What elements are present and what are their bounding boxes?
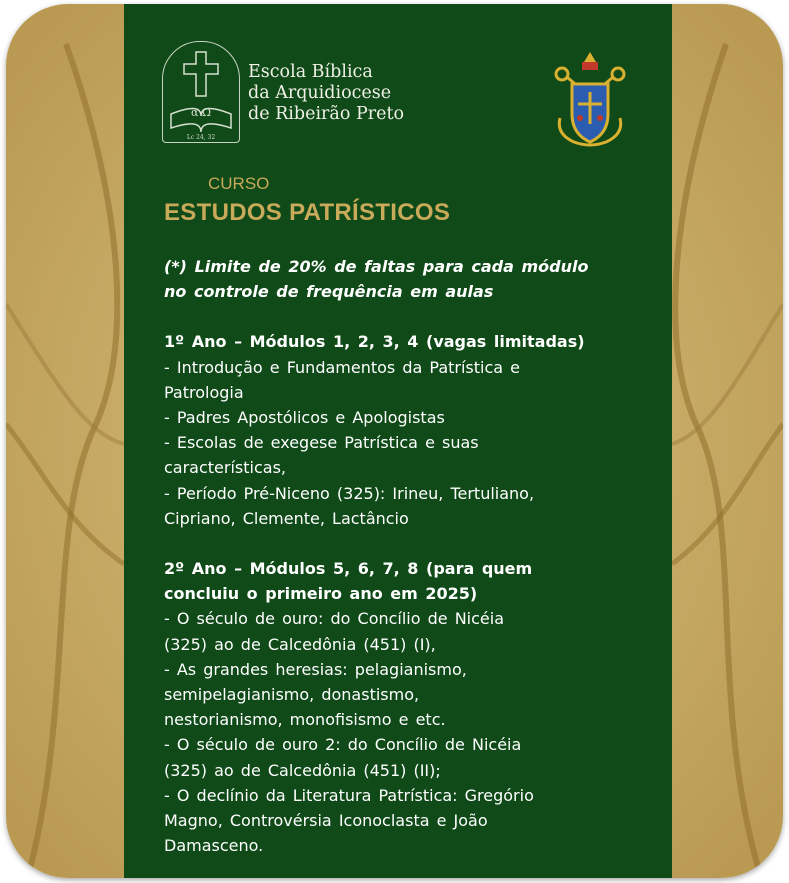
year-2-line: - O século de ouro 2: do Concílio de Nicéia xyxy=(164,735,522,755)
year-2-section xyxy=(164,556,664,858)
course-label: CURSO xyxy=(208,174,270,193)
year-1-line: - Período Pré-Niceno (325): Irineu, Tertuliano, xyxy=(164,483,535,503)
attendance-note xyxy=(164,254,664,304)
school-name-line-2: da Arquidiocese xyxy=(248,83,392,103)
year-1-section xyxy=(164,329,664,531)
school-name xyxy=(248,62,404,125)
attendance-note-line-1: (*) Limite de 20% de faltas para cada módulo xyxy=(164,257,589,276)
school-logo xyxy=(162,41,240,143)
year-2-line: - O século de ouro: do Concílio de Nicéia xyxy=(164,609,505,629)
alpha-omega-text: α Ω xyxy=(190,106,212,119)
year-1-line: Patrologia xyxy=(164,382,244,402)
cross-bible-icon xyxy=(163,42,239,142)
archdiocese-crest-icon xyxy=(550,48,630,148)
year-1-line: - Escolas de exegese Patrística e suas xyxy=(164,433,479,453)
course-title: ESTUDOS PATRÍSTICOS xyxy=(164,199,451,226)
course-content xyxy=(164,254,664,858)
year-2-line: - O declínio da Literatura Patrística: Gregório xyxy=(164,785,534,805)
year-2-line: (325) ao de Calcedônia (451) (I), xyxy=(164,634,436,654)
year-1-line: Cipriano, Clemente, Lactâncio xyxy=(164,508,409,528)
year-2-heading-line-2: concluiu o primeiro ano em 2025) xyxy=(164,584,478,604)
school-name-line-1: Escola Bíblica xyxy=(248,62,373,82)
year-1-line: características, xyxy=(164,458,286,478)
year-2-line: nestorianismo, monofisismo e etc. xyxy=(164,710,446,730)
year-1-line: - Introdução e Fundamentos da Patrística e xyxy=(164,357,520,377)
school-name-line-3: de Ribeirão Preto xyxy=(248,104,405,124)
year-2-heading-line-1: 2º Ano – Módulos 5, 6, 7, 8 (para quem xyxy=(164,559,533,579)
year-1-line: - Padres Apostólicos e Apologistas xyxy=(164,408,445,428)
year-1-heading: 1º Ano – Módulos 1, 2, 3, 4 (vagas limitadas) xyxy=(164,332,585,352)
green-content-panel xyxy=(124,4,672,878)
flyer-card xyxy=(6,4,783,878)
year-2-line: Magno, Controvérsia Iconoclasta e João xyxy=(164,811,488,831)
logo-citation: Lc 24, 32 xyxy=(186,134,216,141)
attendance-note-line-2: no controle de frequência em aulas xyxy=(164,282,494,302)
year-2-line: semipelagianismo, donastismo, xyxy=(164,685,420,705)
year-2-line: - As grandes heresias: pelagianismo, xyxy=(164,659,467,679)
year-2-line: (325) ao de Calcedônia (451) (II); xyxy=(164,760,441,780)
year-2-line: Damasceno. xyxy=(164,836,264,856)
